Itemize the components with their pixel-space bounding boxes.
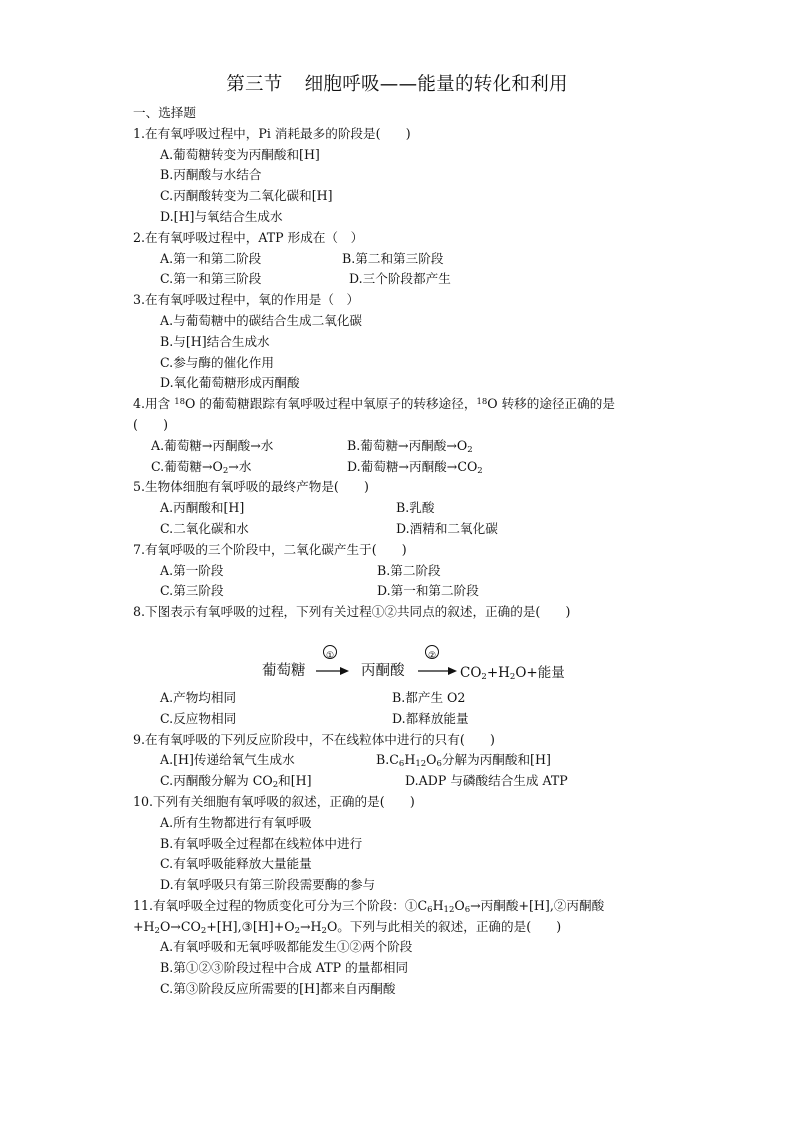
- question-4: [133, 394, 673, 477]
- option-a: A.产物均相同: [160, 689, 237, 705]
- question-9: [133, 730, 673, 792]
- option-b: B.第二阶段: [377, 562, 441, 578]
- question-11: [133, 896, 673, 1000]
- question-1: [133, 124, 673, 228]
- option-a: A.[H]传递给氧气生成水: [160, 752, 295, 768]
- question-5: [133, 477, 673, 539]
- option-a: A.有氧呼吸和无氧呼吸都能发生①②两个阶段: [160, 939, 413, 955]
- option-d: D.ADP 与磷酸结合生成 ATP: [405, 773, 568, 789]
- option-b: $B.C_6H_{12}O_6$分解为丙酮酸和[H]: [376, 752, 551, 770]
- option-a: A.第一阶段: [160, 562, 224, 578]
- arrow-1-head: [340, 667, 349, 675]
- option-b: B.葡萄糖→丙酮酸$\to O_2$: [347, 437, 473, 455]
- option-d: D.葡萄糖→丙酮酸$\to CO_2$: [347, 458, 483, 476]
- option-d: D.都释放能量: [392, 710, 469, 726]
- option-a: A.所有生物都进行有氧呼吸: [160, 814, 312, 830]
- option-d: D.有氧呼吸只有第三阶段需要酶的参与: [160, 877, 376, 893]
- pyruvate-label: 丙酮酸: [361, 662, 405, 679]
- question-stem: 4.用含 $^{18}$O 的葡萄糖跟踪有氧呼吸过程中氧原子的转移途径，$^{18}$O 转移的途径正确的是: [133, 396, 615, 412]
- glucose-label: 葡萄糖: [262, 662, 306, 679]
- option-a: A.丙酮酸和[H]: [160, 500, 245, 516]
- option-c: C.葡萄糖$\to O_2\to$水: [151, 458, 252, 476]
- option-c: C.第③阶段反应所需要的[H]都来自丙酮酸: [160, 981, 396, 997]
- question-2: [133, 228, 673, 290]
- question-3: [133, 290, 673, 394]
- title-section-number: 第三节: [226, 74, 283, 95]
- question-stem: 2.在有氧呼吸过程中，ATP 形成在（ ）: [133, 229, 364, 245]
- option-c: C.二氧化碳和水: [160, 520, 249, 536]
- title-topic: 细胞呼吸——能量的转化和利用: [304, 74, 568, 95]
- question-7: [133, 540, 673, 602]
- question-10: [133, 792, 673, 896]
- option-b: B.与[H]结合生成水: [160, 333, 270, 349]
- option-c: C.丙酮酸转变为二氧化碳和[H]: [160, 188, 333, 204]
- option-a: A.葡萄糖转变为丙酮酸和[H]: [160, 146, 320, 162]
- option-c: C.第三阶段: [160, 583, 224, 599]
- question-stem: 5.生物体细胞有氧呼吸的最终产物是( ): [133, 479, 369, 495]
- option-c: C.反应物相同: [160, 710, 237, 726]
- question-stem: 3.在有氧呼吸过程中，氧的作用是（ ）: [133, 292, 360, 308]
- option-d: D.三个阶段都产生: [349, 271, 451, 287]
- option-c: C.有氧呼吸能释放大量能量: [160, 856, 312, 872]
- question-stem-blank: ( ): [133, 416, 169, 432]
- respiration-diagram: [133, 627, 673, 687]
- question-stem: 11.有氧呼吸全过程的物质变化可分为三个阶段：$①C_6H_{12}O_6\to$丙酮酸+[H],②丙酮酸: [133, 897, 605, 915]
- question-stem: 10.下列有关细胞有氧呼吸的叙述，正确的是( ): [133, 793, 415, 809]
- question-stem: 7.有氧呼吸的三个阶段中，二氧化碳产生于( ): [133, 541, 407, 557]
- option-a: A.葡萄糖→丙酮酸→水: [151, 437, 274, 453]
- page-title: [0, 70, 794, 96]
- question-8: [133, 602, 673, 729]
- step-2-label: ②: [428, 650, 437, 661]
- question-list: [133, 103, 673, 1000]
- products-label: $CO_2+H_2O+$能量: [460, 664, 565, 682]
- option-a: A.第一和第二阶段: [160, 250, 262, 266]
- option-b: B.第①②③阶段过程中合成 ATP 的量都相同: [160, 960, 409, 976]
- option-c: C.丙酮酸分解为 $CO_2$和[H]: [160, 773, 312, 791]
- option-a: A.与葡萄糖中的碳结合生成二氧化碳: [160, 312, 363, 328]
- option-b: B.有氧呼吸全过程都在线粒体中进行: [160, 835, 363, 851]
- option-d: D.第一和第二阶段: [377, 583, 479, 599]
- question-stem: 9.在有氧呼吸的下列反应阶段中，不在线粒体中进行的只有( ): [133, 731, 495, 747]
- option-c: C.第一和第三阶段: [160, 271, 262, 287]
- option-d: D.[H]与氧结合生成水: [160, 208, 283, 224]
- option-d: D.氧化葡萄糖形成丙酮酸: [160, 375, 300, 391]
- option-b: B.都产生 O2: [392, 689, 466, 705]
- option-d: D.酒精和二氧化碳: [396, 520, 498, 536]
- step-1-label: ①: [326, 650, 335, 661]
- question-stem: 1.在有氧呼吸过程中，Pi 消耗最多的阶段是( ): [133, 125, 411, 141]
- option-c: C.参与酶的催化作用: [160, 354, 274, 370]
- option-b: B.第二和第三阶段: [342, 250, 444, 266]
- question-stem: 8.下图表示有氧呼吸的过程，下列有关过程①②共同点的叙述，正确的是( ): [133, 604, 571, 620]
- option-b: B.乳酸: [396, 500, 435, 516]
- option-b: B.丙酮酸与水结合: [160, 167, 262, 183]
- section-heading: 一、选择题: [133, 105, 196, 120]
- arrow-2-head: [448, 667, 457, 675]
- question-stem-continued: $+H_2O\to CO_2+[H],③[H]+O_2\to H_2O$。下列与此相关的叙述，正确的是( ): [133, 918, 562, 936]
